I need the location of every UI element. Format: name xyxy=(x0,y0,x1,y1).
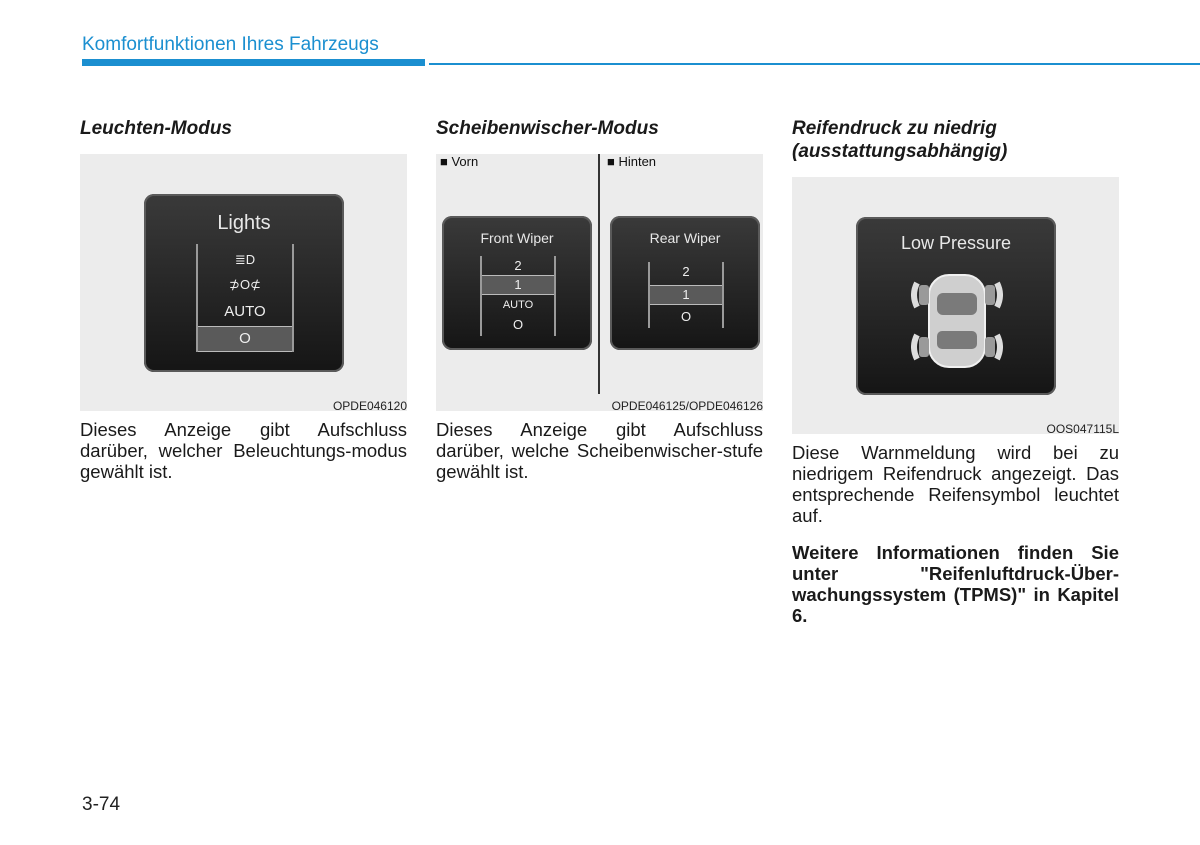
legend-front: ■ Vorn xyxy=(440,154,479,169)
front-wiper-option-auto: AUTO xyxy=(502,299,534,311)
figure-caption: OPDE046125/OPDE046126 xyxy=(611,399,763,413)
low-pressure-title: Low Pressure xyxy=(900,233,1012,253)
lights-option-list xyxy=(196,244,294,352)
lights-display xyxy=(144,194,344,372)
lights-mode-description: Dieses Anzeige gibt Aufschluss darüber, welcher Beleuchtungs-modus gewählt ist. xyxy=(80,419,407,482)
figure-caption: OOS047115L xyxy=(1046,422,1119,436)
page-number: 3-74 xyxy=(82,794,121,815)
figure-divider xyxy=(598,154,600,394)
rear-wiper-option-list xyxy=(648,262,724,328)
lights-option-sidelight-icon: ⊅O⊄ xyxy=(229,277,261,292)
front-wiper-option-off: O xyxy=(512,317,524,332)
front-wiper-display xyxy=(442,216,592,350)
car-tire-pressure-icon xyxy=(911,265,1003,377)
lights-option-off: O xyxy=(198,326,292,352)
rear-wiper-option-1: 1 xyxy=(650,285,722,305)
section-header-title: Komfortfunktionen Ihres Fahrzeugs xyxy=(82,34,379,55)
column-lights-mode xyxy=(80,117,407,482)
figure-low-pressure xyxy=(792,177,1119,434)
column-low-pressure xyxy=(792,117,1119,626)
figure-wiper-mode xyxy=(436,154,763,411)
figure-caption: OPDE046120 xyxy=(332,399,407,413)
column-wiper-mode xyxy=(436,117,763,482)
header-rule-thick xyxy=(82,59,425,66)
front-wiper-option-list xyxy=(480,256,556,336)
lights-option-auto: AUTO xyxy=(224,303,266,320)
wiper-mode-description: Dieses Anzeige gibt Aufschluss darüber, welche Scheibenwischer-stufe gewählt ist. xyxy=(436,419,763,482)
legend-rear: ■ Hinten xyxy=(607,154,657,169)
front-wiper-title: Front Wiper xyxy=(480,230,554,246)
rear-wiper-title: Rear Wiper xyxy=(649,230,721,246)
low-pressure-description: Diese Warnmeldung wird bei zu niedrigem Reifendruck angezeigt. Das entsprechende Reifensymbol leuchtet auf. xyxy=(792,442,1119,526)
rear-wiper-option-off: O xyxy=(680,309,692,324)
rear-wiper-option-2: 2 xyxy=(682,264,690,279)
rear-wiper-display xyxy=(610,216,760,350)
figure-lights-mode xyxy=(80,154,407,411)
front-wiper-option-2: 2 xyxy=(514,258,522,273)
heading-lights-mode: Leuchten-Modus xyxy=(80,118,232,139)
lights-display-title: Lights xyxy=(217,212,271,234)
heading-wiper-mode: Scheibenwischer-Modus xyxy=(436,118,659,139)
lights-option-headlamp-icon: ≣D xyxy=(234,252,256,267)
front-wiper-option-1: 1 xyxy=(482,275,554,295)
low-pressure-display xyxy=(856,217,1056,395)
low-pressure-note: Weitere Informationen finden Sie unter "Reifenluftdruck-Über-wachungssystem (TPMS)" in Kapitel 6. xyxy=(792,542,1119,626)
heading-low-pressure: Reifendruck zu niedrig (ausstattungsabhängig) xyxy=(792,118,1008,162)
header-rule-thin xyxy=(429,63,1200,65)
